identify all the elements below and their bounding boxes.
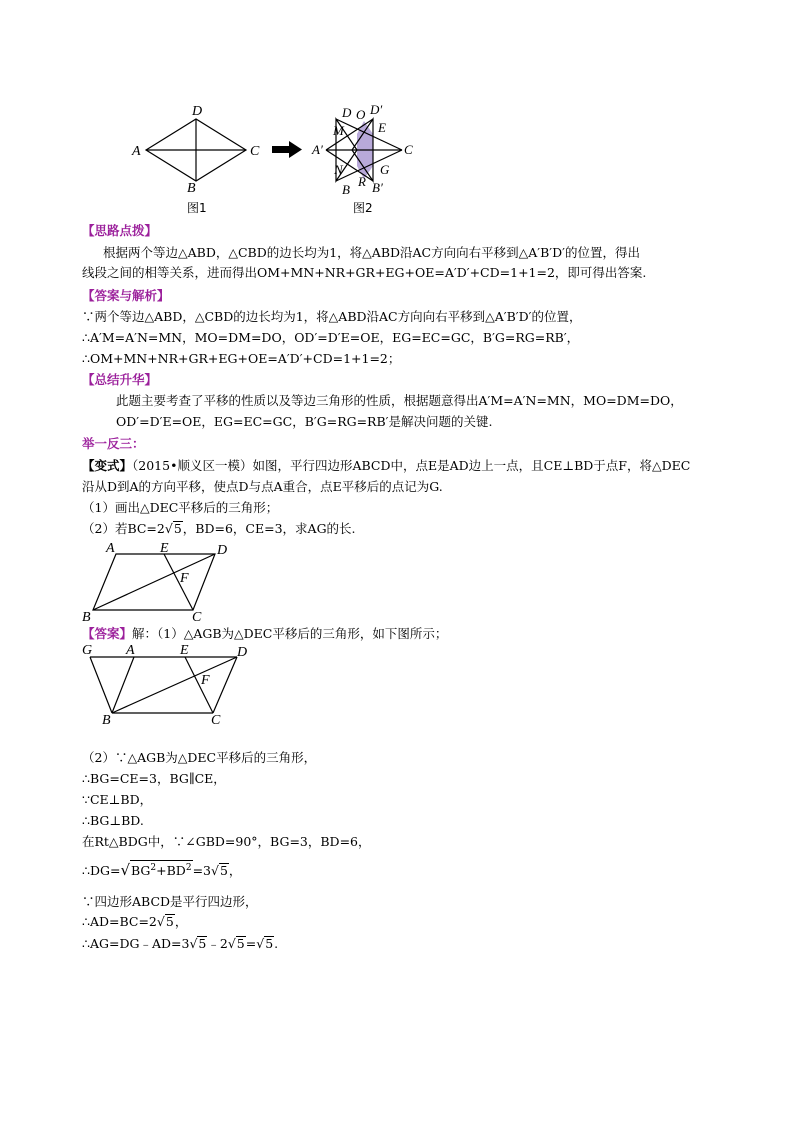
hint-line-1: 根据两个等边△ABD，△CBD的边长均为1，将△ABD沿AC方向向右平移到△A′B′D′的位置，得出: [103, 245, 640, 260]
fig2-label-R: R: [358, 174, 366, 189]
fig2-label-Dp: D′: [370, 102, 383, 117]
fig1-label-C: C: [250, 144, 260, 159]
fig3-label-A: A: [106, 541, 115, 556]
analysis-line-2: ∴A′M=A′N=MN，MO=DM=DO，OD′=D′E=OE，EG=EC=GC，B′G=RG=RB′，: [82, 330, 580, 345]
heading-thinking-hint: 【思路点拨】: [82, 223, 158, 238]
analysis-line-1: ∵两个等边△ABD，△CBD的边长均为1，将△ABD沿AC方向向右平移到△A′B′D′的位置，: [82, 309, 582, 324]
answer-tag: 【答案】: [82, 626, 133, 641]
solution-line-3: ∵CE⊥BD，: [82, 792, 153, 807]
fig2-label-Ap: A′: [312, 142, 323, 157]
question-2: （2）若BC=2√5，BD=6，CE=3，求AG的长.: [82, 521, 356, 536]
heading-summary: 【总结升华】: [82, 372, 158, 387]
variant-line-2: 沿从D到A的方向平移，使点D与点A重合，点E平移后的点记为G.: [82, 479, 443, 494]
solution-line-6: $\therefore DG=√BG^2+BD^2=3√5$，: [82, 861, 242, 880]
fig4-label-F: F: [201, 673, 210, 688]
figure-translated-parallelogram: [78, 640, 258, 730]
answer-line-1: 【答案】解：（1）△AGB为△DEC平移后的三角形，如下图所示；: [82, 626, 448, 641]
fig2-label-Bp: B′: [372, 180, 383, 195]
figure-top: [120, 100, 440, 220]
heading-answer-analysis: 【答案与解析】: [82, 288, 170, 303]
fig3-label-E: E: [160, 541, 169, 556]
fig2-label-N: N: [334, 162, 343, 177]
fig4-label-A: A: [126, 643, 135, 658]
fig4-label-E: E: [180, 643, 189, 658]
fig1-label-B: B: [187, 181, 196, 196]
solution-line-9: ∴AG=DG﹣AD=3√5﹣2√5=√5.: [82, 936, 279, 951]
solution-line-1: （2）∵△AGB为△DEC平移后的三角形，: [82, 750, 317, 765]
fig2-label-G: G: [380, 162, 390, 177]
fig4-label-B: B: [102, 713, 111, 728]
fig1-label-D: D: [192, 104, 203, 119]
summary-line-2: OD′=D′E=OE，EG=EC=GC，B′G=RG=RB′是解决问题的关键.: [116, 414, 493, 429]
figure-1-rhombus: [146, 119, 246, 181]
solution-line-7: ∵四边形ABCD是平行四边形，: [82, 894, 258, 909]
variant-tag: 【变式】: [82, 458, 133, 473]
fig3-label-B: B: [82, 610, 91, 625]
question-1: （1）画出△DEC平移后的三角形；: [82, 500, 279, 515]
fig3-label-D: D: [217, 543, 228, 558]
summary-line-1: 此题主要考查了平移的性质以及等边三角形的性质，根据题意得出A′M=A′N=MN，MO=DM=DO，: [116, 393, 683, 408]
analysis-line-3: ∴OM+MN+NR+GR+EG+OE=A′D′+CD=1+1=2；: [82, 351, 401, 366]
variant-line-1: 【变式】（2015•顺义区一模）如图，平行四边形ABCD中，点E是AD边上一点，且CE⊥BD于点F，将△DEC: [82, 458, 691, 473]
fig2-label-M: M: [333, 123, 344, 138]
heading-examples: 举一反三：: [82, 436, 145, 451]
solution-line-4: ∴BG⊥BD.: [82, 813, 144, 828]
fig3-label-C: C: [192, 610, 202, 625]
fig2-label-E: E: [378, 120, 386, 135]
fig4-label-G: G: [82, 643, 93, 658]
fig2-label-B: B: [342, 182, 350, 197]
solution-line-2: ∴BG=CE=3，BG∥CE，: [82, 771, 226, 786]
fig1-label-A: A: [132, 144, 141, 159]
fig2-caption: 图2: [353, 201, 373, 215]
solution-line-5: 在Rt△BDG中，∵∠GBD=90°，BG=3，BD=6，: [82, 834, 371, 849]
fig1-caption: 图1: [187, 201, 207, 215]
fig2-label-C: C: [404, 142, 413, 157]
fig2-label-D: D: [342, 105, 352, 120]
fig4-label-D: D: [237, 645, 248, 660]
fig3-label-F: F: [180, 571, 189, 586]
translate-arrow-icon: [272, 141, 302, 158]
fig4-label-C: C: [211, 713, 221, 728]
solution-line-8: ∴AD=BC=2√5，: [82, 914, 188, 929]
hint-line-2: 线段之间的相等关系，进而得出OM+MN+NR+GR+EG+OE=A′D′+CD=1+1=2，即可得出答案.: [82, 265, 647, 280]
figure-parallelogram: [76, 538, 246, 626]
fig2-label-O: O: [356, 107, 366, 122]
